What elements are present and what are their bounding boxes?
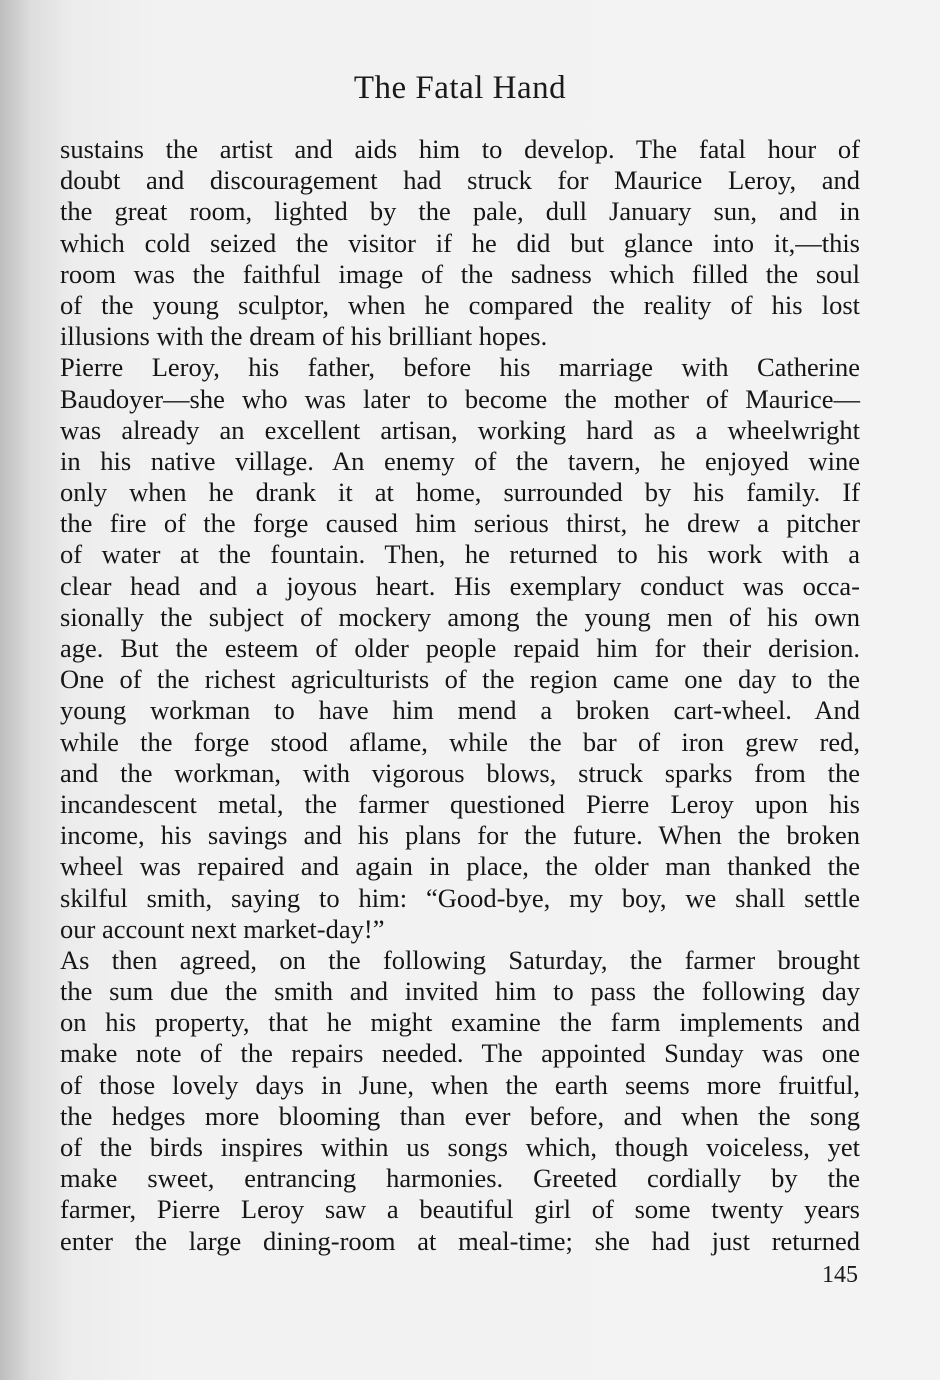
running-head: The Fatal Hand — [353, 70, 567, 106]
text-line: while the forge stood aflame, while the bar of iron grew red, — [60, 726, 860, 757]
text-line: income, his savings and his plans for the future. When the broken — [60, 820, 860, 851]
text-line: clear head and a joyous heart. His exemplary conduct was occa- — [60, 570, 860, 601]
text-line: As then agreed, on the following Saturday, the farmer brought — [60, 944, 860, 975]
text-line: room was the faithful image of the sadness which filled the soul — [60, 258, 860, 289]
text-line: the fire of the forge caused him serious thirst, he drew a pitcher — [60, 508, 860, 539]
text-line: which cold seized the visitor if he did but glance into it,—this — [60, 227, 860, 258]
text-line: the sum due the smith and invited him to pass the following day — [60, 976, 860, 1007]
text-line: farmer, Pierre Leroy saw a beautiful girl of some twenty years — [60, 1194, 860, 1225]
text-line: of those lovely days in June, when the earth seems more fruitful, — [60, 1069, 860, 1100]
text-line: on his property, that he might examine the farm implements and — [60, 1007, 860, 1038]
text-line: wheel was repaired and again in place, the older man thanked the — [60, 851, 860, 882]
text-line: age. But the esteem of older people repaid him for their derision. — [60, 633, 860, 663]
text-line: enter the large dining-room at meal-time; she had just returned — [60, 1225, 860, 1256]
text-line: incandescent metal, the farmer questioned Pierre Leroy upon his — [60, 788, 860, 819]
text-line: sionally the subject of mockery among the young men of his own — [60, 601, 860, 632]
text-line: only when he drank it at home, surrounded by his family. If — [60, 477, 860, 508]
text-line: make sweet, entrancing harmonies. Greeted cordially by the — [60, 1163, 860, 1194]
text-line: skilful smith, saying to him: “Good-bye, my boy, we shall settle — [60, 882, 860, 913]
text-line: sustains the artist and aids him to develop. The fatal hour of — [60, 134, 860, 164]
text-line: the great room, lighted by the pale, dull January sun, and in — [60, 196, 860, 227]
text-line: and the workman, with vigorous blows, struck sparks from the — [60, 757, 860, 788]
text-line: doubt and discouragement had struck for Maurice Leroy, and — [60, 165, 860, 196]
page-number: 145 — [822, 1262, 858, 1288]
text-line: illusions with the dream of his brilliant hopes. — [60, 321, 548, 352]
text-line: of the birds inspires within us songs which, though voiceless, yet — [60, 1132, 860, 1162]
text-line: make note of the repairs needed. The appointed Sunday was one — [60, 1038, 860, 1069]
text-line: of water at the fountain. Then, he returned to his work with a — [60, 539, 860, 570]
text-line: of the young sculptor, when he compared the reality of his lost — [60, 289, 860, 320]
text-line: Baudoyer—she who was later to become the mother of Maurice— — [60, 383, 860, 414]
body-text — [60, 134, 860, 1257]
text-line: in his native village. An enemy of the tavern, he enjoyed wine — [60, 445, 860, 476]
text-line: our account next market-day!” — [60, 913, 385, 944]
text-line: Pierre Leroy, his father, before his marriage with Catherine — [60, 352, 860, 383]
text-line: young workman to have him mend a broken cart-wheel. And — [60, 695, 860, 726]
text-line: was already an excellent artisan, working hard as a wheelwright — [60, 414, 860, 445]
text-line: One of the richest agriculturists of the region came one day to the — [60, 664, 860, 695]
text-line: the hedges more blooming than ever before, and when the song — [60, 1100, 860, 1131]
